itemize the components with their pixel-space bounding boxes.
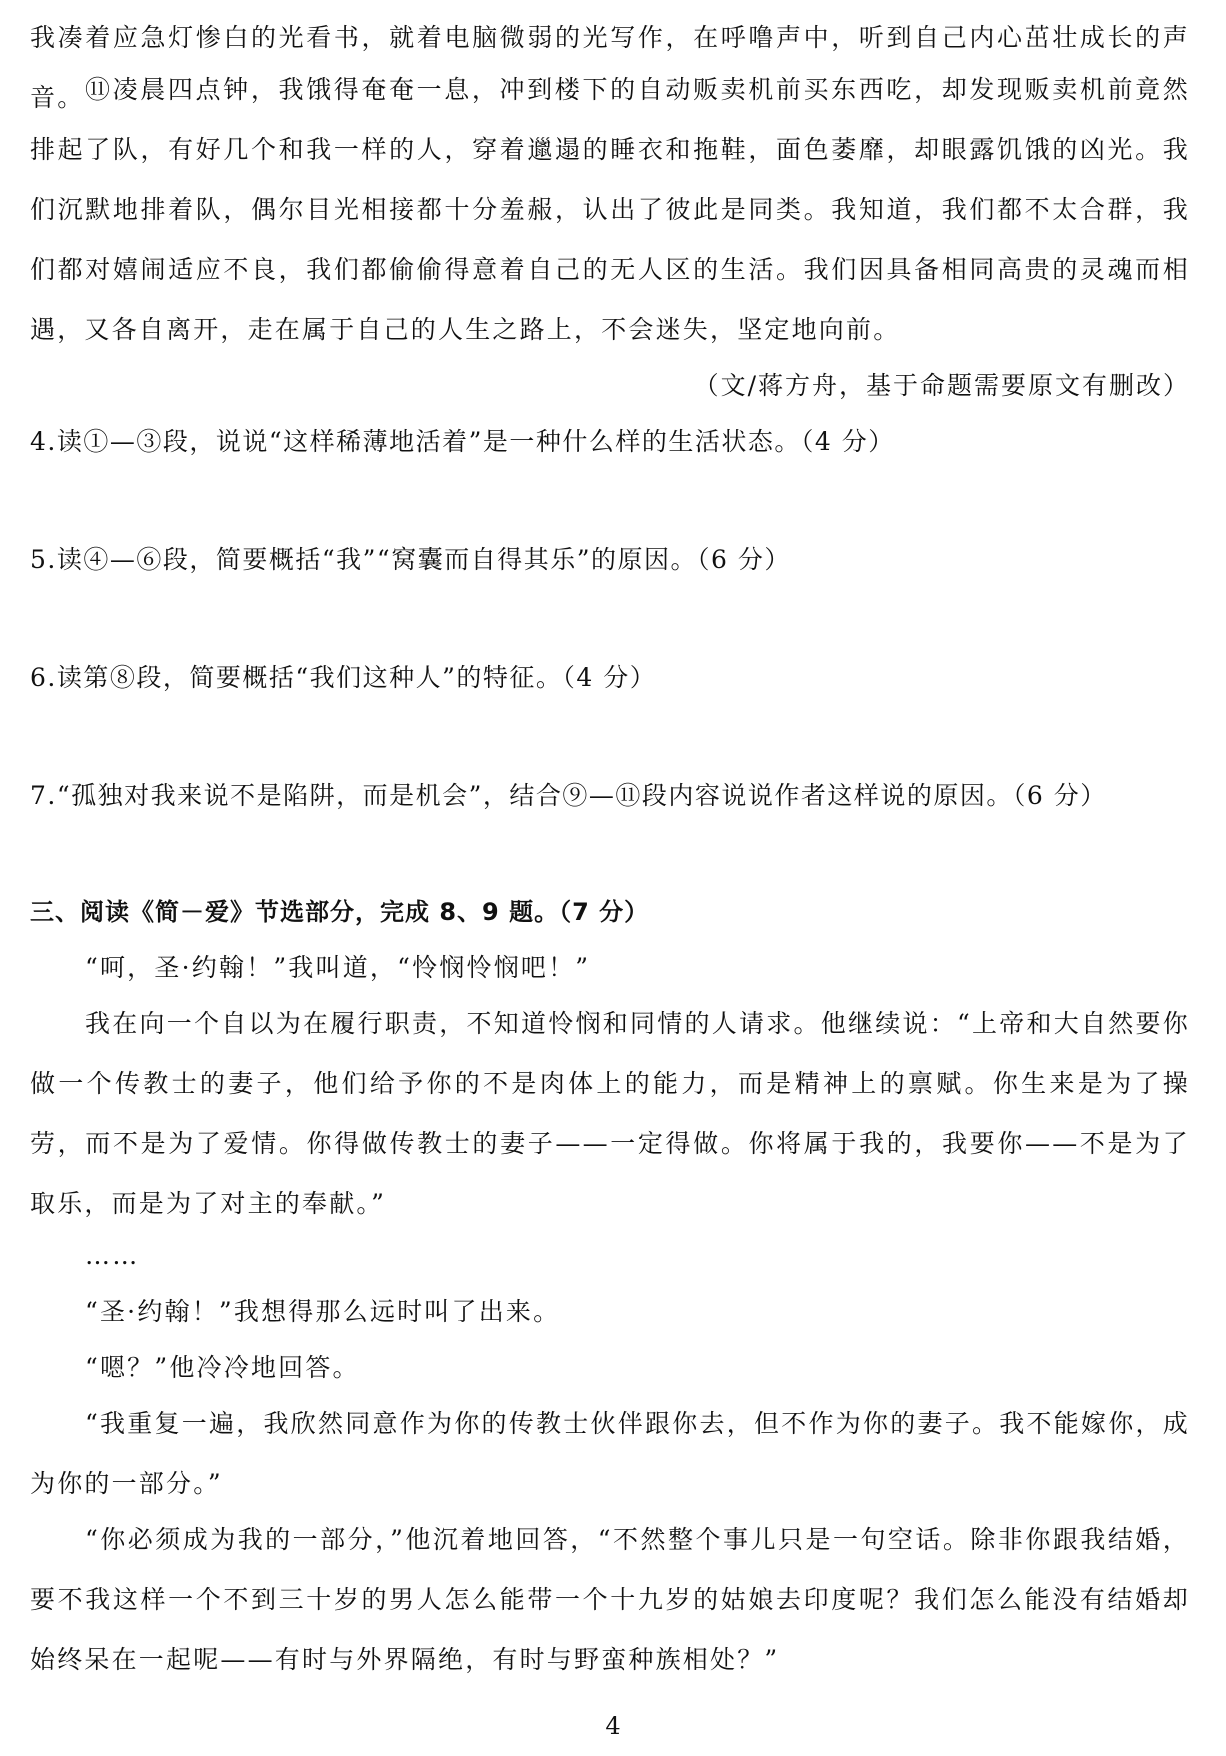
jane-eyre-ellipsis: ……: [85, 1241, 140, 1270]
jane-eyre-paragraph-4: “嗯？”他冷冷地回答。: [85, 1353, 360, 1382]
jane-eyre-paragraph-6: “你必须成为我的一部分，”他沉着地回答，“不然整个事儿只是一句空话。除非你跟我结婚，要不我这样一个不到三十岁的男人怎么能带一个十九岁的姑娘去印度呢？我们怎么能没有结婚却始终呆在一起呢——有时与外界隔绝，有时与野蛮种族相处？”: [30, 1525, 1190, 1674]
question-6: 6.读第⑧段，简要概括“我们这种人”的特征。（4 分）: [30, 663, 657, 692]
question-5: 5.读④—⑥段，简要概括“我”“窝囊而自得其乐”的原因。（6 分）: [30, 545, 791, 574]
question-4: 4.读①—③段，说说“这样稀薄地活着”是一种什么样的生活状态。（4 分）: [30, 427, 895, 456]
jane-eyre-paragraph-5: “我重复一遍，我欣然同意作为你的传教士伙伴跟你去，但不作为你的妻子。我不能嫁你，成为你的一部分。”: [30, 1409, 1190, 1498]
passage-source: （文/蒋方舟，基于命题需要原文有删改）: [693, 371, 1190, 400]
passage-paragraph-11: ⑪凌晨四点钟，我饿得奄奄一息，冲到楼下的自动贩卖机前买东西吃，却发现贩卖机前竟然排起了队，有好几个和我一样的人，穿着邋遢的睡衣和拖鞋，面色萎靡，却眼露饥饿的凶光。我们沉默地排着队，偶尔目光相接都十分羞赧，认出了彼此是同类。我知道，我们都不太合群，我们都对嬉闹适应不良，我们都偷偷得意着自己的无人区的生活。我们因具备相同高贵的灵魂而相遇，又各自离开，走在属于自己的人生之路上，不会迷失，坚定地向前。: [30, 75, 1190, 344]
jane-eyre-paragraph-2: 我在向一个自以为在履行职责，不知道怜悯和同情的人请求。他继续说：“上帝和大自然要你做一个传教士的妻子，他们给予你的不是肉体上的能力，而是精神上的禀赋。你生来是为了操劳，而不是为了爱情。你得做传教士的妻子——一定得做。你将属于我的，我要你——不是为了取乐，而是为了对主的奉献。”: [30, 1009, 1190, 1218]
page-number: 4: [605, 1712, 621, 1740]
passage-line-top: 我凑着应急灯惨白的光看书，就着电脑微弱的光写作，在呼噜声中，听到自己内心茁壮成长的声音。: [30, 23, 1190, 112]
jane-eyre-paragraph-3: “圣·约翰！”我想得那么远时叫了出来。: [85, 1297, 561, 1326]
jane-eyre-paragraph-1: “呵，圣·约翰！”我叫道，“怜悯怜悯吧！”: [85, 953, 591, 982]
question-7: 7.“孤独对我来说不是陷阱，而是机会”，结合⑨—⑪段内容说说作者这样说的原因。（6 分）: [30, 781, 1107, 810]
section-three-heading: 三、阅读《简－爱》节选部分，完成 8、9 题。（7 分）: [30, 898, 650, 926]
